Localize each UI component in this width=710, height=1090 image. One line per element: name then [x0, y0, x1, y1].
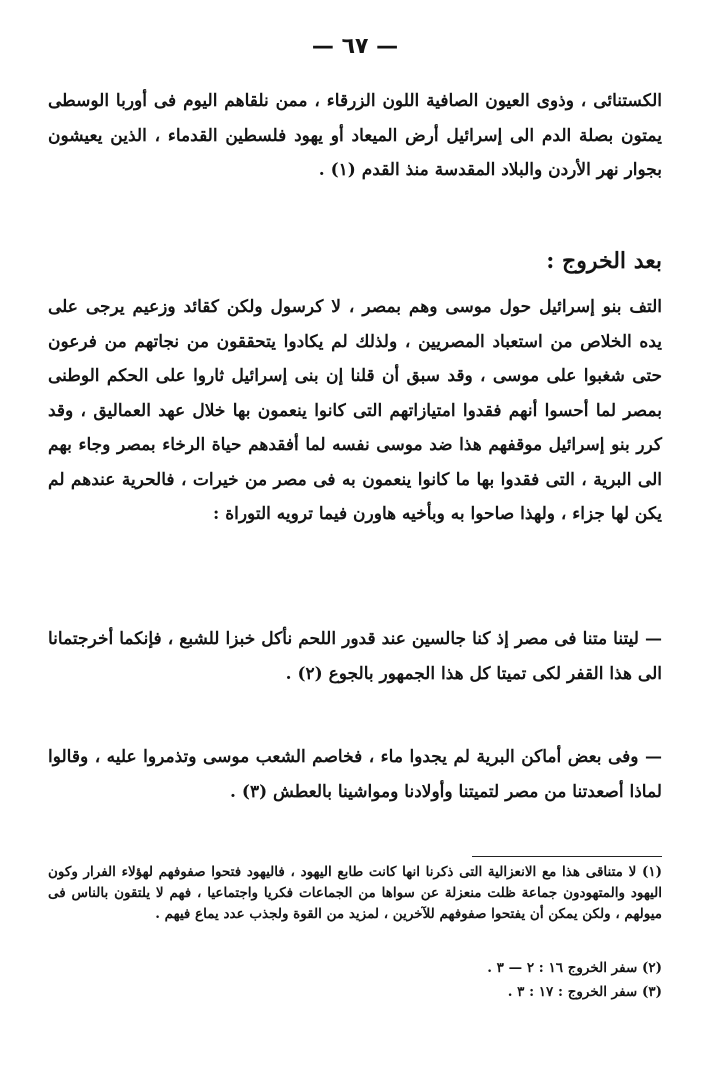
footnote-2-text: (٢) سفر الخروج ١٦ : ٢ — ٣ .	[487, 960, 662, 976]
quote-1-text: — ليتنا متنا فى مصر إذ كنا جالسين عند قدور اللحم نأكل خبزا للشبع ، فإنكما أخرجتمانا الى هذا القفر لكى تميتا كل هذا الجمهور بالجوع (٢) .	[48, 629, 662, 684]
intro-paragraph-text: الكستنائى ، وذوى العيون الصافية اللون الزرقاء ، ممن نلقاهم اليوم فى أوربا الوسطى يمتون بصلة الدم الى إسرائيل أرض الميعاد أو يهود فلسطين القدماء ، الذين يعيشون بجوار نهر الأردن والبلاد المقدسة منذ القدم (١) .	[48, 91, 662, 180]
footnote-3	[48, 982, 662, 1003]
footnote-3-text: (٣) سفر الخروج : ١٧ : ٣ .	[507, 984, 662, 1000]
footnote-2	[48, 958, 662, 979]
body-paragraph	[48, 290, 662, 532]
footnote-1	[48, 862, 662, 925]
section-heading: بعد الخروج :	[546, 248, 662, 274]
body-paragraph-text: التف بنو إسرائيل حول موسى وهم بمصر ، لا كرسول ولكن كقائد وزعيم يرجى على يده الخلاص من استعباد المصريين ، ولذلك لم يكادوا يتحققون من نجاتهم من فرعون حتى شغبوا على موسى ، وقد سبق أن قلنا إن بنى إسرائيل ثاروا على الحكم الوطنى بمصر لما أحسوا أنهم فقدوا امتيازاتهم التى كانوا ينعمون بها خلال عهد العماليق ، وقد كرر بنو إسرائيل موقفهم هذا ضد موسى نفسه لما أفقدهم حياة الرخاء بمصر وجاء بهم الى البرية ، التى فقدوا بها ما كانوا ينعمون به فى مصر من خيرات ، فالحرية عندهم لم يكن لها جزاء ، ولهذا صاحوا به وبأخيه هاورن فيما ترويه التوراة :	[48, 297, 662, 524]
intro-paragraph	[48, 84, 662, 188]
quote-2	[48, 740, 662, 809]
footnote-1-text: (١) لا متناقى هذا مع الانعزالية التى ذكرنا انها كانت طابع اليهود ، فاليهود فتحوا صفوفهم لهؤلاء الفرار وكون اليهود والمتهودون جماعة ظلت منعزلة عن سواها من الجماعات فكريا واجتماعيا ، فهم لا يلتقون بالناس فى ميولهم ، ولكن يمكن أن يفتحوا صفوفهم للآخرين ، لمزيد من القوة ولجذب عدد يماع فيهم .	[48, 864, 662, 922]
quote-1	[48, 622, 662, 691]
quote-2-text: — وفى بعض أماكن البرية لم يجدوا ماء ، فخاصم الشعب موسى وتذمروا عليه ، وقالوا لماذا أصعدتنا من مصر لتميتنا وأولادنا ومواشينا بالعطش (٣) .	[48, 747, 662, 802]
page-number: — ٦٧ —	[311, 34, 399, 59]
footnote-separator	[472, 856, 662, 857]
